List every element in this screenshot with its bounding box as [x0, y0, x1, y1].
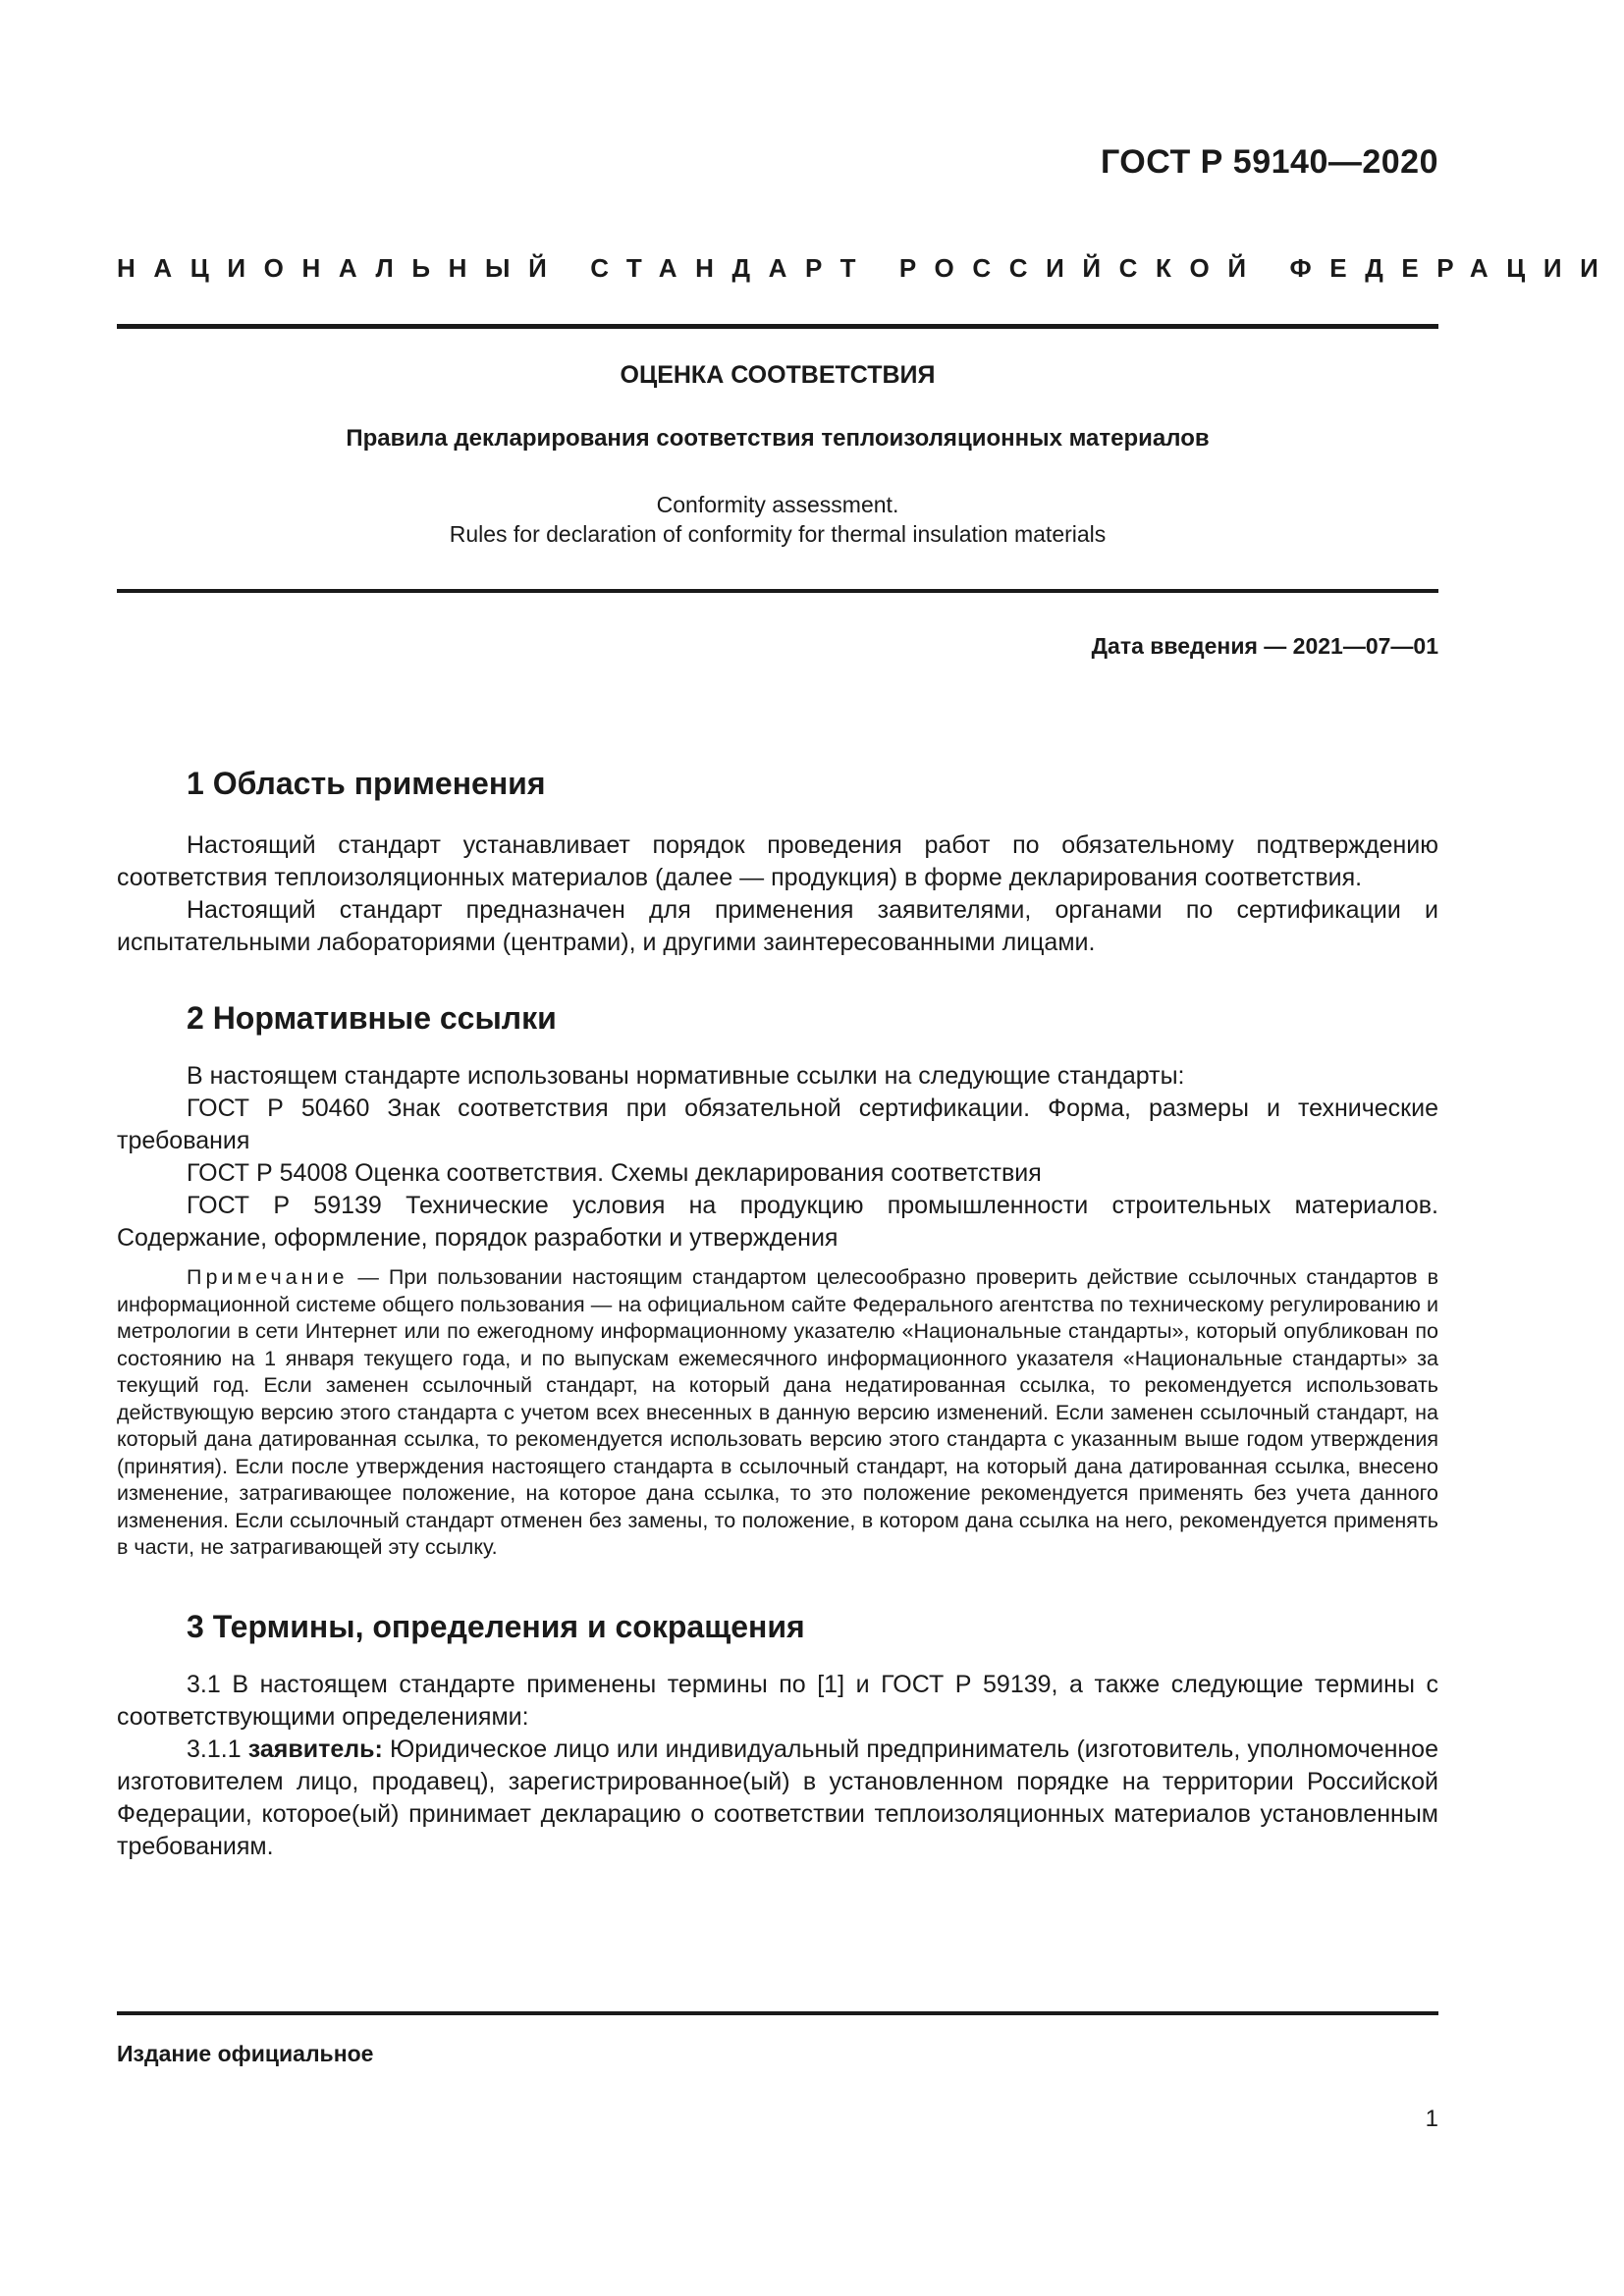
document-title: ОЦЕНКА СООТВЕТСТВИЯ — [620, 361, 936, 389]
clause-3-1-1 — [117, 1734, 1438, 1863]
section-2-heading: 2 Нормативные ссылки — [187, 1000, 557, 1036]
section-2-note — [117, 1264, 1438, 1562]
section-scope — [117, 766, 1438, 959]
national-standard-banner: НАЦИОНАЛЬНЫЙ СТАНДАРТ РОССИЙСКОЙ ФЕДЕРАЦИИ — [117, 253, 1617, 283]
document-body — [117, 766, 1438, 1863]
introduction-date: Дата введения — 2021—07—01 — [1091, 633, 1438, 659]
english-title — [117, 490, 1438, 549]
section-1-paragraph-2: Настоящий стандарт предназначен для применения заявителями, органами по сертификации и испытательными лабораториями (центрами), и другими заинтересованными лицами. — [117, 896, 1438, 956]
section-terms — [117, 1609, 1438, 1863]
page-number: 1 — [1425, 2106, 1438, 2132]
note-text: — При пользовании настоящим стандартом целесообразно проверить действие ссылочных стандартов в информационной системе общего пользования — на официальном сайте Федерального агентства по техническому регулированию и метрологии в сети Интернет или по ежегодному информационному указателю «Национальные стандарты», который опубликован по состоянию на 1 января текущего года, и по выпускам ежемесячного информационного указателя «Национальные стандарты» за текущий год. Если заменен ссылочный стандарт, на который дана недатированная ссылка, то рекомендуется использовать действующую версию этого стандарта с учетом всех внесенных в данную версию изменений. Если заменен ссылочный стандарт, на который дана датированная ссылка, то рекомендуется использовать версию этого стандарта с указанным выше годом утверждения (принятия). Если после утверждения настоящего стандарта в ссылочный стандарт, на который дана датированная ссылка, внесено изменение, затрагивающее положение, на которое дана ссылка, то это положение рекомендуется применять без учета данного изменения. Если ссылочный стандарт отменен без замены, то положение, в котором дана ссылка на него, рекомендуется применять в части, не затрагивающей эту ссылку. — [117, 1265, 1438, 1559]
reference-item: ГОСТ Р 59139 Технические условия на продукцию промышленности строительных материалов. Содержание, оформление, порядок разработки и утверждения — [117, 1192, 1438, 1252]
section-normative-references — [117, 1000, 1438, 1562]
english-title-line-1: Conformity assessment. — [656, 492, 899, 517]
reference-item: ГОСТ Р 54008 Оценка соответствия. Схемы декларирования соответствия — [187, 1159, 1042, 1187]
official-edition-label: Издание официальное — [117, 2041, 374, 2066]
section-2-intro: В настоящем стандарте использованы нормативные ссылки на следующие стандарты: — [187, 1062, 1185, 1090]
section-1-heading: 1 Область применения — [187, 766, 546, 801]
note-label: Примечание — [187, 1265, 349, 1289]
reference-item: ГОСТ Р 50460 Знак соответствия при обязательной сертификации. Форма, размеры и технические требования — [117, 1095, 1438, 1154]
standard-number: ГОСТ Р 59140—2020 — [1100, 143, 1438, 181]
clause-3-1-1-number: 3.1.1 — [187, 1735, 248, 1763]
term-applicant: заявитель: — [247, 1735, 383, 1763]
bottom-divider — [117, 2011, 1438, 2015]
english-title-line-2: Rules for declaration of conformity for thermal insulation materials — [449, 521, 1107, 547]
clause-3-1: 3.1 В настоящем стандарте применены термины по [1] и ГОСТ Р 59139, а также следующие термины с соответствующими определениями: — [117, 1670, 1438, 1731]
title-divider — [117, 589, 1438, 593]
top-divider — [117, 324, 1438, 329]
section-3-heading: 3 Термины, определения и сокращения — [187, 1608, 805, 1644]
term-applicant-definition: Юридическое лицо или индивидуальный предприниматель (изготовитель, уполномоченное изготовителем лицо, продавец), зарегистрированное(ый) в установленном порядке на территории Российской Федерации, которое(ый) принимает декларацию о соответствии теплоизоляционных материалов установленным требованиям. — [117, 1735, 1438, 1860]
section-1-paragraph-1: Настоящий стандарт устанавливает порядок проведения работ по обязательному подтверждению соответствия теплоизоляционных материалов (далее — продукция) в форме декларирования соответствия. — [117, 831, 1438, 891]
document-subtitle: Правила декларирования соответствия теплоизоляционных материалов — [346, 425, 1210, 452]
